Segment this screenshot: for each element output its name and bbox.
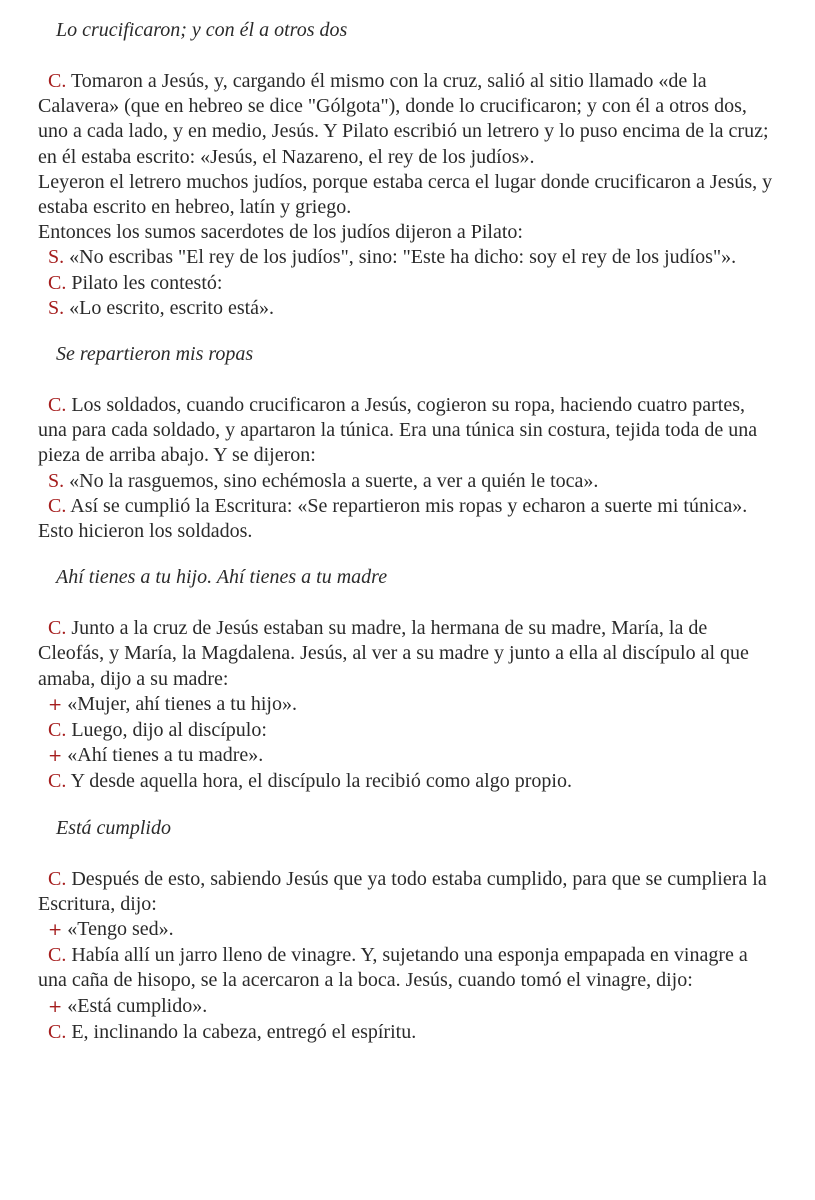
- verse-line: [38, 271, 775, 296]
- verse-line: [38, 692, 775, 718]
- verse-line: [38, 743, 775, 769]
- verse-line: [38, 616, 775, 692]
- verse-line: [38, 245, 775, 270]
- verse-line: [38, 69, 775, 170]
- section-body: [38, 69, 775, 321]
- cross-icon: +: [48, 694, 63, 715]
- verse-text: «No escribas "El rey de los judíos", sino: "Este ha dicho: soy el rey de los judíos"».: [69, 246, 737, 269]
- verse-line: [38, 769, 775, 794]
- verse-text: «Ahí tienes a tu madre».: [67, 744, 264, 767]
- verse-text: Junto a la cruz de Jesús estaban su madre, la hermana de su madre, María, la de Cleofás, y María, la Magdalena. Jesús, al ver a su madre y junto a ella al discípulo al que amaba, dijo a su madre:: [38, 617, 749, 690]
- verse-line: [38, 494, 775, 544]
- speaker-marker: C.: [48, 867, 67, 890]
- verse-line: [38, 469, 775, 494]
- verse-text: Los soldados, cuando crucificaron a Jesús, cogieron su ropa, haciendo cuatro partes, una para cada soldado, y apartaron la túnica. Era una túnica sin costura, tejida toda de una pieza de arriba abajo. Y se dijeron:: [38, 394, 758, 467]
- verse-text: Tomaron a Jesús, y, cargando él mismo con la cruz, salió al sitio llamado «de la Calavera» (que en hebreo se dice "Gólgota"), donde lo crucificaron; y con él a otros dos, uno a cada lado, y en medio, Jesús. Y Pilato escribió un letrero y lo puso encima de la cruz; en él estaba escrito: «Jesús, el Nazareno, el rey de los judíos».: [38, 70, 769, 168]
- verse-line: [38, 943, 775, 993]
- verse-line: [38, 393, 775, 469]
- speaker-marker: C.: [48, 1020, 67, 1043]
- verse-text: «No la rasguemos, sino echémosla a suerte, a ver a quién le toca».: [69, 469, 599, 492]
- verse-text: Así se cumplió la Escritura: «Se repartieron mis ropas y echaron a suerte mi túnica». Esto hicieron los soldados.: [38, 494, 748, 543]
- section-fulfilled: [38, 813, 775, 1045]
- verse-text: Entonces los sumos sacerdotes de los judíos dijeron a Pilato:: [38, 221, 523, 244]
- verse-line: [38, 994, 775, 1020]
- speaker-marker: C.: [48, 770, 67, 793]
- cross-icon: +: [48, 746, 63, 767]
- verse-text: Luego, dijo al discípulo:: [71, 719, 267, 742]
- section-crucifixion: [38, 15, 775, 321]
- cross-icon: +: [48, 920, 63, 941]
- speaker-marker: C.: [48, 394, 67, 417]
- speaker-marker: S.: [48, 246, 65, 269]
- verse-line: [38, 296, 775, 321]
- speaker-marker: C.: [48, 271, 67, 294]
- verse-text: Después de esto, sabiendo Jesús que ya todo estaba cumplido, para que se cumpliera la Escritura, dijo:: [38, 867, 767, 915]
- verse-text: «Lo escrito, escrito está».: [69, 296, 275, 319]
- verse-text: Pilato les contestó:: [71, 271, 223, 294]
- section-garments: [38, 339, 775, 544]
- section-title: Lo crucificaron; y con él a otros dos: [56, 19, 348, 41]
- speaker-marker: C.: [48, 70, 67, 92]
- verse-line: [38, 867, 775, 917]
- verse-text: Y desde aquella hora, el discípulo la recibió como algo propio.: [70, 770, 572, 793]
- verse-text: Había allí un jarro lleno de vinagre. Y, sujetando una esponja empapada en vinagre a una caña de hisopo, se la acercaron a la boca. Jesús, cuando tomó el vinagre, dijo:: [38, 944, 748, 992]
- section-title: Se repartieron mis ropas: [56, 343, 254, 366]
- cross-icon: +: [48, 996, 63, 1017]
- section-body: [38, 867, 775, 1045]
- section-body: [38, 393, 775, 544]
- speaker-marker: S.: [48, 296, 65, 319]
- verse-line: [38, 220, 775, 245]
- speaker-marker: C.: [48, 719, 67, 742]
- verse-line: [38, 170, 775, 220]
- verse-text: «Tengo sed».: [67, 918, 174, 941]
- section-mother: [38, 562, 775, 794]
- speaker-marker: S.: [48, 469, 65, 492]
- section-title: Está cumplido: [56, 816, 171, 839]
- verse-text: «Mujer, ahí tienes a tu hijo».: [67, 692, 297, 715]
- speaker-marker: C.: [48, 494, 67, 517]
- verse-text: «Está cumplido».: [67, 994, 208, 1017]
- verse-line: [38, 718, 775, 743]
- section-title: Ahí tienes a tu hijo. Ahí tienes a tu madre: [56, 566, 388, 589]
- section-body: [38, 616, 775, 794]
- speaker-marker: C.: [48, 944, 67, 967]
- verse-line: [38, 1020, 775, 1045]
- verse-text: E, inclinando la cabeza, entregó el espíritu.: [71, 1020, 417, 1043]
- verse-line: [38, 917, 775, 943]
- speaker-marker: C.: [48, 617, 67, 640]
- verse-text: Leyeron el letrero muchos judíos, porque estaba cerca el lugar donde crucificaron a Jesús, y estaba escrito en hebreo, latín y griego.: [38, 170, 773, 219]
